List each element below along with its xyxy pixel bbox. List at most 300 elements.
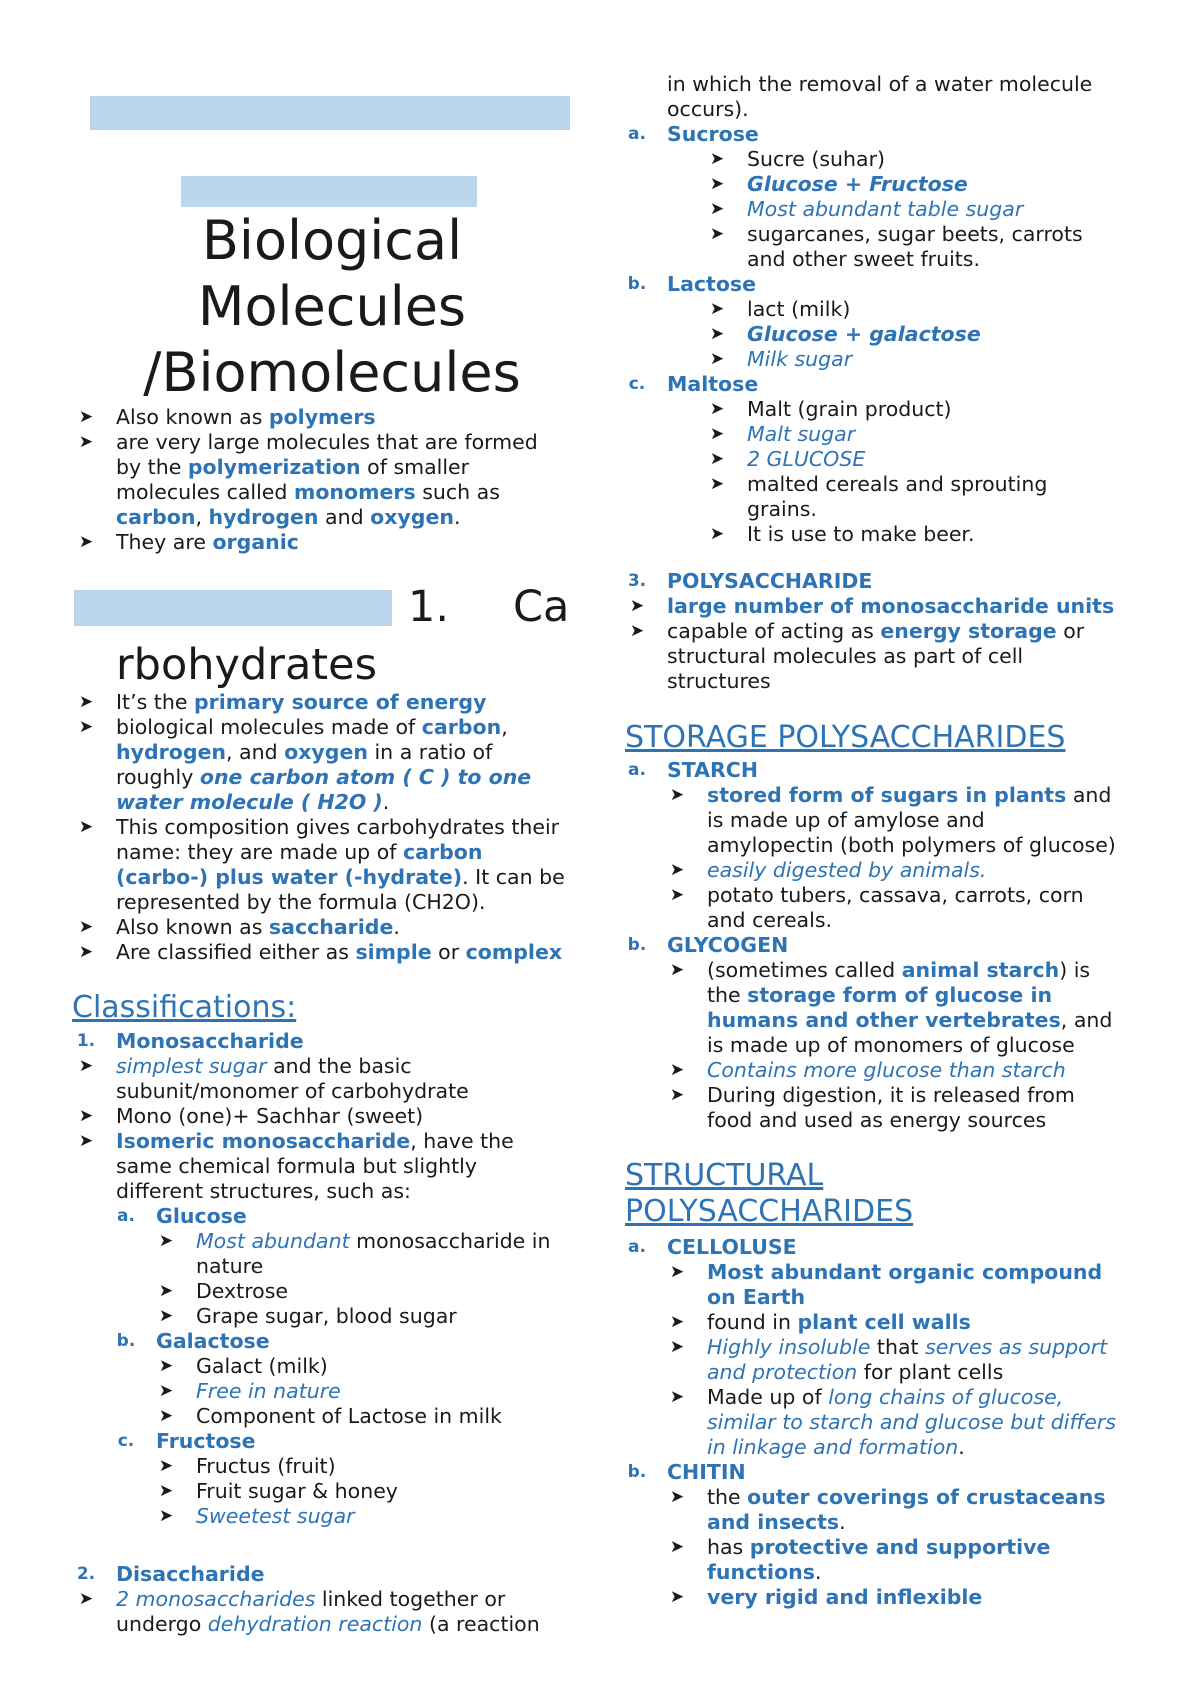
text-run: humans and other vertebrates [707,1008,1061,1032]
list-item-cont [707,1410,1116,1435]
text-run: . [814,1560,822,1584]
text-run: . It can be [462,865,565,889]
text-run: and the basic [266,1054,412,1078]
arrowhead-bullet-icon: ➤ [669,1587,685,1607]
list-item [78,430,538,455]
arrowhead-bullet-icon: ➤ [669,885,685,905]
text-run: Made up of [707,1385,829,1409]
arrowhead-bullet-icon: ➤ [158,1306,174,1326]
text-run: polymers [268,405,376,429]
sub-heading-cellulose [628,1235,797,1260]
text-run: easily digested by animals. [707,858,987,882]
text-run: complex [465,940,563,964]
text-run: , [501,715,508,739]
text-run: found in [707,1310,798,1334]
text-run: amylopectin (both polymers of glucose) [707,833,1116,857]
text-run: b. [627,274,647,294]
arrowhead-bullet-icon: ➤ [669,1060,685,1080]
list-item-cont [667,644,1023,669]
list-item [158,1404,502,1429]
heading-number: 1. [408,582,450,632]
arrowhead-bullet-icon: ➤ [709,424,725,444]
list-item [709,297,851,322]
numbered-heading [627,569,873,594]
number: 1. [76,1031,96,1051]
arrowhead-bullet-icon: ➤ [158,1456,174,1476]
text-run: the [707,983,748,1007]
heading-line: POLYSACCHARIDES [625,1194,914,1229]
list-item [709,347,853,372]
list-item [158,1304,457,1329]
arrowhead-bullet-icon: ➤ [78,532,94,552]
list-item-cont [116,455,469,480]
text-run: polymerization [187,455,361,479]
text-run: monomers [293,480,416,504]
text-run: plant cell walls [797,1310,971,1334]
arrowhead-bullet-icon: ➤ [78,717,94,737]
arrowhead-bullet-icon: ➤ [158,1356,174,1376]
text-run: for plant cells [857,1360,1004,1384]
text-run: such as [415,480,500,504]
text-run: monosaccharide in [349,1229,551,1253]
text-run: simple [355,940,432,964]
text-run: Most abundant organic compound [707,1260,1103,1284]
arrowhead-bullet-icon: ➤ [669,1337,685,1357]
arrowhead-bullet-icon: ➤ [709,324,725,344]
arrowhead-bullet-icon: ➤ [709,199,725,219]
text-run: nature [196,1254,264,1278]
list-item [669,1535,1051,1560]
text-run: b. [116,1331,136,1351]
sub-heading-galactose [116,1329,270,1354]
text-run: Most abundant table sugar [747,197,1024,221]
list-item [78,405,376,430]
text-run: Malt (grain product) [747,397,952,421]
text-run: energy storage [880,619,1057,643]
arrowhead-bullet-icon: ➤ [709,474,725,494]
text-run: hydrogen [116,740,226,764]
text-run: Maltose [667,372,759,396]
text-run: has [707,1535,750,1559]
arrowhead-bullet-icon: ➤ [669,1537,685,1557]
title-line: Biological [201,209,463,272]
text-run: grains. [747,497,817,521]
arrowhead-bullet-icon: ➤ [78,817,94,837]
list-item [709,172,968,197]
text-run: oxygen [370,505,454,529]
text-run: This composition gives carbohydrates their [116,815,560,839]
numbered-heading [76,1562,265,1587]
text-run: lact (milk) [747,297,851,321]
text-run: Lactose [667,272,757,296]
list-item-cont [707,833,1116,858]
text-run: Milk sugar [747,347,853,371]
text-run: organic [212,530,299,554]
text-run: carbon [421,715,502,739]
arrowhead-bullet-icon: ➤ [709,524,725,544]
text-run: b. [627,1462,647,1482]
arrowhead-bullet-icon: ➤ [709,224,725,244]
arrowhead-bullet-icon: ➤ [78,1106,94,1126]
list-item-cont [116,840,482,865]
text-run: linked together or [315,1587,506,1611]
text-run: Malt sugar [747,422,856,446]
text-run: ) is [1059,958,1091,982]
sub-heading-sucrose [628,122,759,147]
list-item [669,958,1091,983]
text-run: Highly insoluble [707,1335,871,1359]
section-heading-carbohydrates [72,578,592,694]
list-item [669,783,1112,808]
arrowhead-bullet-icon: ➤ [629,621,645,641]
heading-part: Ca [513,582,570,632]
arrowhead-bullet-icon: ➤ [78,407,94,427]
text-run: storage form of glucose in [747,983,1053,1007]
list-item [78,940,563,965]
list-item-cont [667,97,749,122]
list-item [669,1083,1075,1108]
text-run: dehydration reaction [207,1612,423,1636]
text-run: and [318,505,371,529]
text-run: a. [628,1237,646,1257]
arrowhead-bullet-icon: ➤ [78,692,94,712]
sub-heading-fructose [117,1429,256,1454]
text-run: structures [667,669,771,693]
text-run: functions [707,1560,815,1584]
sub-heading-chitin [627,1460,746,1485]
list-item-cont [707,808,985,833]
text-run: undergo [116,1612,208,1636]
text-run: CELLOLUSE [667,1235,797,1259]
arrowhead-bullet-icon: ➤ [669,785,685,805]
text-run: Fructose [156,1429,256,1453]
list-item [709,322,981,347]
sub-heading-maltose [628,372,759,397]
list-item [709,222,1083,247]
title-line: /Biomolecules [143,341,521,404]
title-line: Molecules [197,275,467,338]
text-run: food and used as energy sources [707,1108,1047,1132]
text-run: Sweetest sugar [196,1504,355,1528]
text-run: b. [627,935,647,955]
text-run: STARCH [667,758,759,782]
text-run: in linkage and formation [707,1435,959,1459]
text-run: Mono (one)+ Sachhar (sweet) [116,1104,424,1128]
text-run: Most abundant [196,1229,350,1253]
list-item-cont [707,1435,965,1460]
text-run: water molecule ( H2O ) [116,790,383,814]
text-run: capable of acting as [667,619,881,643]
text-run: biological molecules made of [116,715,422,739]
text-run: roughly [116,765,200,789]
text-run: GLYCOGEN [667,933,789,957]
list-item [709,147,886,172]
heading-line: STRUCTURAL [625,1158,824,1193]
arrowhead-bullet-icon: ➤ [78,917,94,937]
text-run: Dextrose [196,1279,289,1303]
text-run: the [707,1485,748,1509]
text-run: , and [226,740,285,764]
list-item [669,1260,1103,1285]
list-item-cont [116,480,500,505]
text-run: potato tubers, cassava, carrots, corn [707,883,1084,907]
arrowhead-bullet-icon: ➤ [78,432,94,452]
text-run: in a ratio of [367,740,493,764]
list-item [78,815,560,840]
text-run: During digestion, it is released from [707,1083,1075,1107]
text-run: Component of Lactose in milk [196,1404,502,1428]
text-run: and insects [707,1510,840,1534]
list-item [629,594,1115,619]
arrowhead-bullet-icon: ➤ [709,149,725,169]
list-item-cont [116,890,485,915]
list-item-cont [116,1612,540,1637]
text-run: subunit/monomer of carbohydrate [116,1079,469,1103]
arrowhead-bullet-icon: ➤ [158,1506,174,1526]
text-run: primary source of energy [193,690,487,714]
text-run: 2 GLUCOSE [747,447,866,471]
text-run: stored form of sugars in plants [707,783,1067,807]
text-run: 2. [76,1564,96,1584]
text-run: and protection [707,1360,858,1384]
list-item [669,1385,1064,1410]
text-run: on Earth [707,1285,806,1309]
arrowhead-bullet-icon: ➤ [709,399,725,419]
text-run: Monosaccharide [116,1029,304,1053]
text-run: or [1056,619,1085,643]
text-run: . [839,1510,846,1534]
structural-heading [625,1158,913,1230]
text-run: simplest sugar [116,1054,267,1078]
text-run: same chemical formula but slightly [116,1154,477,1178]
text-run: one carbon atom ( C ) to one [199,765,532,789]
text-run: animal starch [901,958,1060,982]
list-item-cont [747,247,980,272]
text-run: . [382,790,390,814]
arrowhead-bullet-icon: ➤ [78,1589,94,1609]
text-run: (a reaction [422,1612,540,1636]
text-run: . [453,505,461,529]
text-run: POLYSACCHARIDE [667,569,873,593]
list-item [709,197,1024,222]
list-item-cont [116,790,389,815]
text-run: large number of monosaccharide units [667,594,1115,618]
text-run: Fruit sugar & honey [196,1479,398,1503]
text-run: Contains more glucose than starch [707,1058,1066,1082]
text-run: Glucose [156,1204,247,1228]
text-run: similar to starch and glucose but differs [707,1410,1117,1434]
text-run: It is use to make beer. [747,522,975,546]
text-run: is made up of amylose and [707,808,985,832]
text-run: Fructus (fruit) [196,1454,336,1478]
list-item [669,1585,983,1610]
list-item [78,1104,424,1129]
text-run: oxygen [284,740,368,764]
text-run: Glucose + Fructose [747,172,968,196]
text-run: Isomeric monosaccharide [116,1129,411,1153]
text-run: Glucose + galactose [747,322,981,346]
sub-heading-starch [628,758,759,783]
text-run: carbon [116,505,196,529]
list-item [669,1310,971,1335]
list-item-cont [747,497,817,522]
text-run: protective and supportive [749,1535,1051,1559]
list-item-cont [116,1079,469,1104]
list-item-cont [707,1108,1046,1133]
text-run: They are [116,530,213,554]
text-run: . [393,915,400,939]
text-run: , [195,505,209,529]
list-item [709,472,1048,497]
text-run: (carbo-) plus water (-hydrate) [116,865,463,889]
text-run: a. [117,1206,135,1226]
list-item-cont [707,1033,1075,1058]
list-item-cont [707,908,832,933]
text-run: 3. [627,571,647,591]
text-run: structural molecules as part of cell [667,644,1024,668]
text-run: and other sweet fruits. [747,247,981,271]
text-run: hydrogen [208,505,319,529]
list-item [158,1354,328,1379]
heading-part: rbohydrates [116,640,378,690]
arrowhead-bullet-icon: ➤ [669,1312,685,1332]
arrowhead-bullet-icon: ➤ [158,1481,174,1501]
text-run: in which the removal of a water molecule [667,72,1093,96]
text-run: malted cereals and sprouting [747,472,1048,496]
text-run: or [431,940,466,964]
list-item-cont [116,1179,411,1204]
list-item [709,397,952,422]
list-item [78,1129,514,1154]
classifications-heading: Classifications: [72,990,297,1025]
arrowhead-bullet-icon: ➤ [78,1056,94,1076]
list-item-cont [707,1285,805,1310]
arrowhead-bullet-icon: ➤ [709,174,725,194]
text-run: serves as support [925,1335,1108,1359]
text-run: Galact (milk) [196,1354,328,1378]
list-item [709,522,975,547]
arrowhead-bullet-icon: ➤ [78,942,94,962]
arrowhead-bullet-icon: ➤ [669,1085,685,1105]
text-run: of smaller [360,455,470,479]
text-run: different structures, such as: [116,1179,411,1203]
list-item [78,690,487,715]
arrowhead-bullet-icon: ➤ [709,349,725,369]
storage-heading: STORAGE POLYSACCHARIDES [625,720,1066,755]
text-run: c. [628,374,646,394]
text-run: represented by the formula (CH2O). [116,890,486,914]
list-item [78,1054,412,1079]
arrowhead-bullet-icon: ➤ [158,1231,174,1251]
list-item [158,1454,336,1479]
text-run: Sucrose [667,122,759,146]
text-run: that [870,1335,926,1359]
arrowhead-bullet-icon: ➤ [709,449,725,469]
list-item [78,530,299,555]
text-run: very rigid and inflexible [707,1585,983,1609]
arrowhead-bullet-icon: ➤ [158,1281,174,1301]
text-run: by the [116,455,188,479]
text-run: long chains of glucose, [828,1385,1064,1409]
list-item-cont [116,865,565,890]
list-item-cont [707,1008,1112,1033]
list-item-cont [707,1510,846,1535]
list-item [158,1479,398,1504]
text-run: and cereals. [707,908,833,932]
list-item-cont [196,1254,263,1279]
list-item [78,715,508,740]
text-run: occurs). [667,97,749,121]
list-item [158,1229,551,1254]
text-run: CHITIN [667,1460,746,1484]
text-run: Sucre (suhar) [747,147,886,171]
list-item [669,1485,1106,1510]
page-title [72,208,592,406]
text-run: , and [1060,1008,1113,1032]
text-run: Disaccharide [116,1562,265,1586]
text-run: Also known as [116,915,269,939]
arrowhead-bullet-icon: ➤ [709,299,725,319]
numbered-heading [76,1029,304,1054]
list-item-cont [707,1360,1003,1385]
list-item [629,619,1085,644]
text-run: carbon [403,840,483,864]
list-item [669,858,987,883]
text-run: Also known as [116,405,269,429]
text-run: Free in nature [196,1379,341,1403]
list-item-cont [707,1560,822,1585]
text-run: name: they are made up of [116,840,403,864]
text-run: . [958,1435,965,1459]
text-run: outer coverings of crustaceans [747,1485,1106,1509]
arrowhead-bullet-icon: ➤ [78,1131,94,1151]
list-item [709,447,866,472]
list-item [669,883,1084,908]
arrowhead-bullet-icon: ➤ [629,596,645,616]
text-run: and [1066,783,1112,807]
list-item [158,1504,355,1529]
text-run: a. [628,760,646,780]
list-item [669,1335,1108,1360]
text-run: molecules called [116,480,294,504]
list-item-cont [667,669,771,694]
list-item-cont [116,1154,477,1179]
text-run: is made up of monomers of glucose [707,1033,1075,1057]
text-run: 2 monosaccharides [116,1587,316,1611]
list-item [709,422,856,447]
text-run: Are classified either as [116,940,356,964]
text-run: saccharide [268,915,394,939]
text-run: , have the [410,1129,514,1153]
list-item-cont [116,740,492,765]
highlight-bar [90,96,570,130]
arrowhead-bullet-icon: ➤ [669,1262,685,1282]
sub-heading-glucose [117,1204,247,1229]
arrowhead-bullet-icon: ➤ [669,860,685,880]
text-run: sugarcanes, sugar beets, carrots [747,222,1083,246]
list-item-cont [116,765,531,790]
text-run: Grape sugar, blood sugar [196,1304,457,1328]
list-item [78,1587,506,1612]
arrowhead-bullet-icon: ➤ [158,1406,174,1426]
list-item-cont [116,505,460,530]
arrowhead-bullet-icon: ➤ [158,1381,174,1401]
text-run: c. [117,1431,135,1451]
text-run: are very large molecules that are formed [116,430,538,454]
list-item [158,1379,341,1404]
arrowhead-bullet-icon: ➤ [669,960,685,980]
arrowhead-bullet-icon: ➤ [669,1387,685,1407]
